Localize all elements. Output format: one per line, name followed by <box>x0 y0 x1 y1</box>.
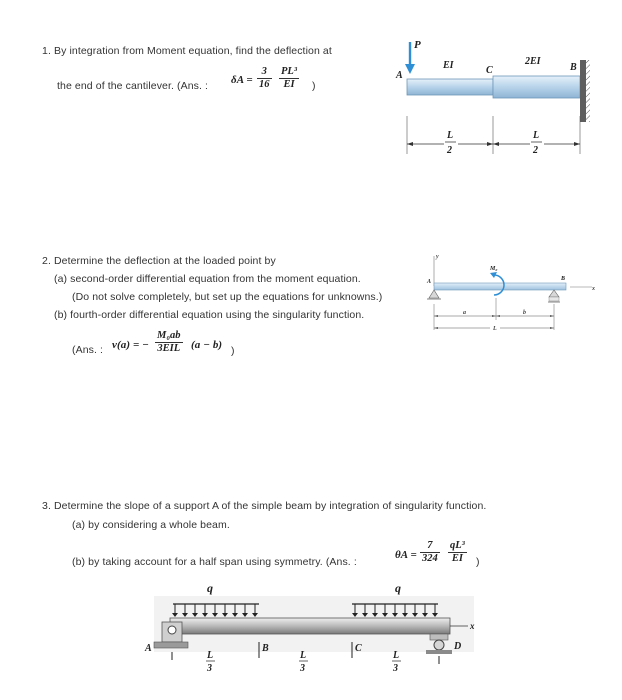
roller-support-b <box>549 290 559 297</box>
point-label-b: B <box>570 62 577 73</box>
dimension-label-3: 3 <box>300 663 305 674</box>
beam-segment-ei <box>407 79 493 95</box>
problem-2-part-a: (a) second-order differential equation from the moment equation. <box>54 273 361 285</box>
problem-3-answer-fraction-1 <box>420 540 440 565</box>
dimension-label-l: L <box>533 130 540 141</box>
problem-3-answer-close: ) <box>476 556 480 568</box>
fraction-denominator: 3EIL <box>157 343 181 354</box>
cantilever-figure <box>390 38 600 163</box>
axis-label-x: x <box>470 621 475 631</box>
label-ei: EI <box>443 60 454 71</box>
dimension-label-2: 2 <box>533 145 538 156</box>
load-arrowhead <box>405 64 415 74</box>
problem-3-part-a: (a) by considering a whole beam. <box>72 519 230 531</box>
problem-2-answer-prefix: (Ans. : <box>72 344 104 356</box>
problem-1-statement-line1: 1. By integration from Moment equation, find the deflection at <box>42 45 332 57</box>
dimension-label-l: L <box>300 650 307 661</box>
problem-2-answer-fraction <box>155 330 183 355</box>
dimension-label-a: a <box>463 310 466 316</box>
point-label-c: C <box>486 65 493 76</box>
problem-1-answer-fraction-2 <box>279 66 299 91</box>
dimension-label-3: 3 <box>207 663 212 674</box>
beam-segment-2ei <box>493 76 580 98</box>
problem-1-answer-lhs: δA = <box>231 74 253 86</box>
load-label-q-right: q <box>395 581 401 595</box>
simple-beam-partial-load-figure <box>140 580 490 680</box>
fraction-numerator: 7 <box>420 540 440 553</box>
problem-3-answer-fraction-2 <box>448 540 467 565</box>
problem-2-answer-close: ) <box>231 345 235 357</box>
pin-support-a <box>429 290 439 298</box>
dimension-label-3: 3 <box>393 663 398 674</box>
point-label-a: A <box>396 70 403 81</box>
fraction-numerator: 3 <box>257 66 272 79</box>
axis-label-x: x <box>592 286 595 292</box>
problem-3-answer-lhs: θA = <box>395 549 417 561</box>
label-2ei: 2EI <box>525 56 541 67</box>
beam <box>434 283 566 290</box>
distributed-load-right <box>352 604 438 617</box>
dimension-label-l: L <box>493 326 497 332</box>
beam <box>170 618 450 634</box>
problem-2-answer-lhs: v(a) = − <box>112 339 149 351</box>
dimension-label-l: L <box>393 650 400 661</box>
problem-3-statement-line1: 3. Determine the slope of a support A of the simple beam by integration of singularity function. <box>42 500 487 512</box>
dimension-label-b: b <box>523 310 526 316</box>
problem-3-part-b: (b) by taking account for a half span using symmetry. (Ans. : <box>72 556 357 568</box>
fraction-denominator: EI <box>283 79 295 90</box>
load-label-p: P <box>414 39 421 51</box>
problem-1-statement-line2: the end of the cantilever. (Ans. : <box>57 80 209 92</box>
fraction-denominator: EI <box>451 553 463 564</box>
point-label-a: A <box>145 643 152 654</box>
fraction-numerator: qL³ <box>450 540 465 551</box>
fraction-numerator: M₀ab <box>157 330 181 341</box>
fraction-denominator: 324 <box>422 553 438 564</box>
point-label-a: A <box>427 279 432 285</box>
load-label-q-left: q <box>207 581 213 595</box>
axis-label-y: y <box>436 254 439 260</box>
point-label-b: B <box>262 643 269 654</box>
dimension-label-l: L <box>207 650 214 661</box>
fraction-numerator: PL³ <box>281 66 297 77</box>
problem-1-answer-fraction-1 <box>257 66 272 91</box>
wall-support <box>580 60 586 122</box>
problem-1-answer-close: ) <box>312 80 316 92</box>
problem-2-answer-rhs: (a − b) <box>191 339 223 351</box>
point-label-b: B <box>561 276 566 282</box>
point-label-d: D <box>454 641 462 652</box>
problem-2-part-a-note: (Do not solve completely, but set up the equations for unknowns.) <box>72 291 383 303</box>
dimension-label-l: L <box>447 130 454 141</box>
dimension-label-2: 2 <box>447 145 452 156</box>
moment-label-m0: M₀ <box>490 266 498 272</box>
fraction-denominator: 16 <box>259 79 270 90</box>
problem-2-part-b: (b) fourth-order differential equation using the singularity function. <box>54 309 365 321</box>
point-label-c: C <box>355 643 362 654</box>
problem-2-statement-line1: 2. Determine the deflection at the loaded point by <box>42 255 276 267</box>
simple-beam-moment-figure <box>420 250 600 340</box>
